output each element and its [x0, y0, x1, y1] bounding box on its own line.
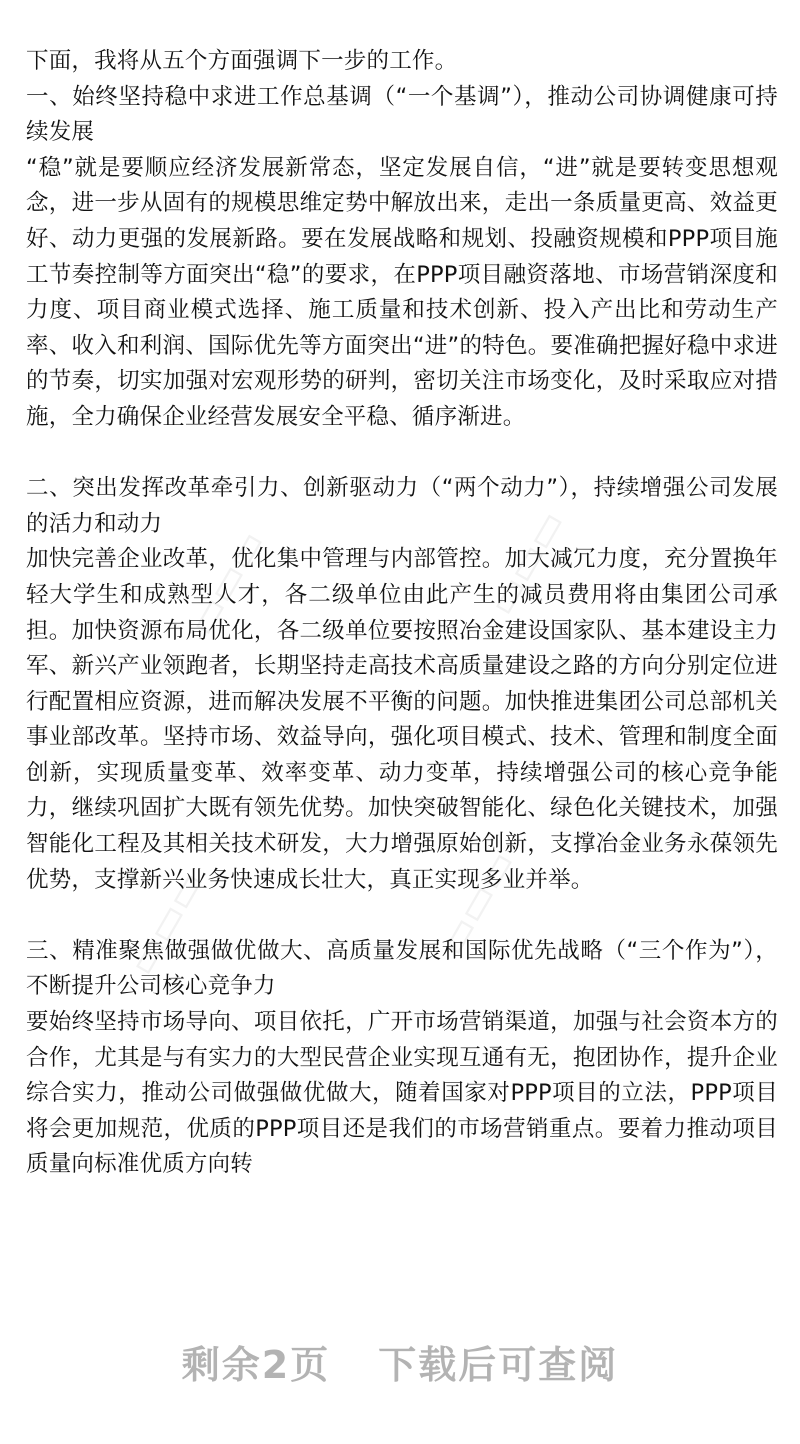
download-prompt-banner[interactable]: [0, 1334, 800, 1389]
paragraph-spacer: [26, 898, 778, 934]
watermark: ▭▭▭: [478, 502, 575, 624]
section-2-body: 加快完善企业改革，优化集中管理与内部管控。加大减冗力度，充分置换年轻大学生和成熟型人才，各二级单位由此产生的减员费用将由集团公司承担。加快资源布局优化，各二级单位要按照冶金建设国家队、基本建设主力军、新兴产业领跑者，长期坚持走高技术高质量建设之路的方向分别定位进行配置相应资源，进而解决发展不平衡的问题。加快推进集团公司总部机关事业部改革。坚持市场、效益导向，强化项目模式、技术、管理和制度全面创新，实现质量变革、效率变革、动力变革，持续增强公司的核心竞争能力，继续巩固扩大既有领先优势。加快突破智能化、绿色化关键技术，加强智能化工程及其相关技术研发，大力增强原始创新，支撑冶金业务永葆领先优势，支撑新兴业务快速成长壮大，真正实现多业并举。: [26, 546, 778, 893]
paragraph-spacer: [26, 436, 778, 472]
watermark: ▭▭▭: [118, 862, 215, 984]
section-3-body: 要始终坚持市场导向、项目依托，广开市场营销渠道，加强与社会资本方的合作，尤其是与有实力的大型民营企业实现互通有无，抱团协作，提升企业综合实力，推动公司做强做优做大，随着国家对PPP项目的立法，PPP项目将会更加规范，优质的PPP项目还是我们的市场营销重点。要着力推动项目质量向标准优质方向转: [26, 1009, 778, 1178]
download-to-view-label: 下载后可查阅: [378, 1343, 619, 1387]
remaining-pages-label: 剩余2页: [181, 1343, 331, 1387]
section-1-heading: 一、始终坚持稳中求进工作总基调（“一个基调”），推动公司协调健康可持续发展: [26, 83, 778, 146]
document-body: [26, 44, 778, 1183]
intro-paragraph: 下面，我将从五个方面强调下一步的工作。: [26, 48, 458, 74]
section-2-heading: 二、突出发挥改革牵引力、创新驱动力（“两个动力”），持续增强公司发展的活力和动力: [26, 475, 778, 537]
watermark: ▭▭▭: [178, 522, 275, 644]
watermark: ▭▭▭: [428, 842, 525, 964]
section-1-body: “稳”就是要顺应经济发展新常态，坚定发展自信，“进”就是要转变思想观念，进一步从固有的规模思维定势中解放出来，走出一条质量更高、效益更好、动力更强的发展新路。要在发展战略和规划、投融资规模和PPP项目施工节奏控制等方面突出“稳”的要求，在PPP项目融资落地、市场营销深度和力度、项目商业模式选择、施工质量和技术创新、投入产出比和劳动生产率、收入和利润、国际优先等方面突出“进”的特色。要准确把握好稳中求进的节奏，切实加强对宏观形势的研判，密切关注市场变化，及时采取应对措施，全力确保企业经营发展安全平稳、循序渐进。: [26, 154, 778, 430]
section-3-heading: 三、精准聚焦做强做优做大、高质量发展和国际优先战略（“三个作为”），不断提升公司核心竞争力: [26, 937, 778, 1000]
